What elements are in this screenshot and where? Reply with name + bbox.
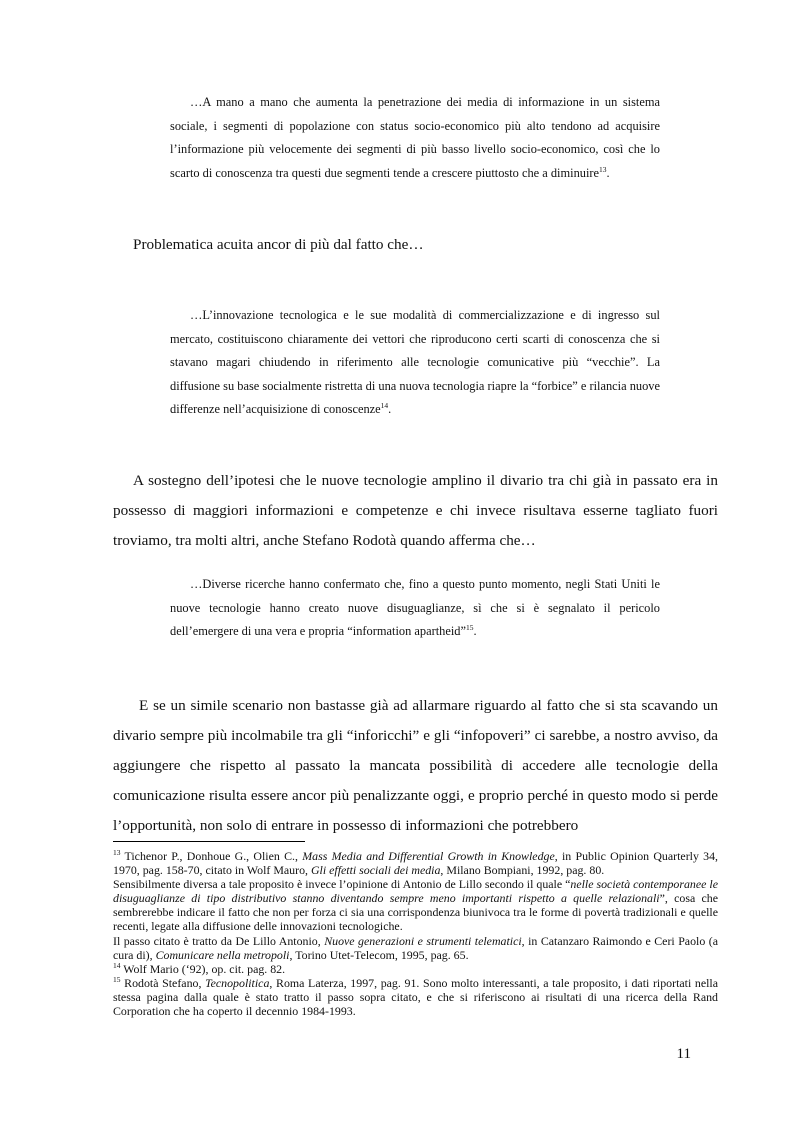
footnote-13-part-a: Tichenor P., Donhoue G., Olien C., [120,849,303,863]
footnote-13-continuation-1 [113,877,718,933]
footnote-14-number: 14 [113,960,121,970]
block-quote-3 [170,573,660,644]
footnote-13-title-1: Mass Media and Differential Growth in Knowledge [302,849,555,863]
footnote-15-part-a: Rodotà Stefano, [120,975,206,990]
footnote-13-part-b: , in Public Opinion Quarterly 34, 1970, pag. 158-70, citato in Wolf Mauro, [113,849,719,878]
footnote-13-part-c: , Milano Bompiani, 1992, pag. 80. [440,863,605,878]
footnote-13 [113,849,718,877]
footnote-15-part-b: , Roma Laterza, 1997, pag. 91. Sono molto interessanti, a tale proposito, i dati riportati nella stessa pagina dalla quale è stato tratto il passo sopra citato, e che si riferiscono ai risultati di una ricerca della Rand Corporation che ha coperto il decennio 1984-1993. [113,975,719,1019]
footnote-13c-part-b: , in Catanzaro Raimondo e Ceri Paolo (a cura di), [113,933,718,962]
block-quote-1: …A mano a mano che aumenta la penetrazione dei media di informazione in un sistema sociale, i segmenti di popolazione con status socio-economico più alto tendono ad acquisire l’informazione più velocemente dei segmenti di più basso livello socio-economico, così che lo scarto di conoscenza tra questi due segmenti tende a crescere piuttosto che a diminuire$^{13}$. [170,95,660,180]
footnote-13b-part-a: Sensibilmente diversa a tale proposito è invece l’opinione di Antonio de Lillo secondo il quale “ [113,877,571,892]
block-quote-2 [170,304,660,422]
footnote-13c-part-a: Il passo citato è tratto da De Lillo Antonio, [113,933,325,948]
quote-2-end: . [388,402,392,416]
footnote-13c-part-c: , Torino Utet-Telecom, 1995, pag. 65. [289,947,469,962]
footnote-14 [113,962,718,976]
paragraph-2-text: A sostegno dell’ipotesi che le nuove tecnologie amplino il divario tra chi già in passato era in possesso di maggiori informazioni e competenze e chi invece risultava esserne tagliato fuori troviamo, tra molti altri, anche Stefano Rodotà quando afferma che… [113,472,718,549]
quote-3-text: …Diverse ricerche hanno confermato che, fino a questo punto momento, negli Stati Uniti le nuove tecnologie hanno creato nuove disuguaglianze, sì che si è segnalato il pericolo dell’emergere di una vera e propria “information apartheid” [170,577,660,638]
paragraph-2 [113,466,718,556]
footnote-15-number: 15 [113,974,121,984]
page-number: 11 [676,1046,691,1062]
footnote-13-number: 13 [113,848,121,858]
footnote-13-continuation-2 [113,934,718,962]
paragraph-3 [113,691,718,841]
footnote-13-title-2: Gli effetti sociali dei media [310,863,441,878]
paragraph-1-text: Problematica acuita ancor di più dal fatto che… [133,236,424,253]
footnote-15 [113,976,718,1018]
quote-3-end: . [473,624,477,638]
paragraph-3-text: E se un simile scenario non bastasse già ad allarmare riguardo al fatto che si sta scavando un divario sempre più incolmabile tra gli “inforicchi” e gli “infopoveri” ci sarebbe, a nostro avviso, da aggiungere che rispetto al passato la mancata possibilità di accedere alle tecnologie della comunicazione risulta essere ancor più penalizzante oggi, e proprio perché in questo modo si perde l’opportunità, non solo di entrare in possesso di informazioni che potrebbero [113,697,718,834]
quote-1-text: …A mano a mano che aumenta la penetrazione dei media di informazione in un sistema sociale, i segmenti di popolazione con status socio-economico più alto tendono ad acquisire l’informazione più velocemente dei segmenti di più basso livello socio-economico, così che lo scarto di conoscenza tra questi due segmenti tende a crescere piuttosto che a diminuire [170,95,660,180]
footnote-13b-italic: nelle società contemporanee le disuguaglianze di tipo distributivo stanno diventando sempre meno importanti rispetto a quelle relazionali [113,877,718,906]
paragraph-1 [113,230,718,260]
footnote-15-title: Tecnopolitica [205,975,270,990]
quote-2-text: …L’innovazione tecnologica e le sue modalità di commercializzazione e di ingresso sul mercato, costituiscono chiaramente dei vettori che riproducono certi scarti di conoscenza che si stavano magari chiudendo in riferimento alle tecnologie comunicative più “vecchie”. La diffusione su base socialmente ristretta di una nuova tecnologia riapre la “forbice” e rilancia nuove differenze nell’acquisizione di conoscenze [170,308,660,416]
footnote-ref-15[interactable]: 15 [465,622,474,632]
footnote-14-text: Wolf Mario (‘92), op. cit. pag. 82. [120,961,286,976]
footnote-13b-part-b: ”, cosa che sembrerebbe indicare il fatto che non per forza ci sia una corrispondenza biunivoca tra le forme di povertà tradizionali e quelle recenti, legate alla diffusione delle innovazioni tecnologiche. [113,891,719,934]
footnote-13c-title-2: Comunicare nella metropoli [155,947,290,962]
footnote-ref-13[interactable]: 13 [599,164,607,174]
footnote-separator [113,841,305,842]
footnotes [113,849,718,1018]
footnote-13c-title-1: Nuove generazioni e strumenti telematici [324,933,522,948]
footnote-ref-14[interactable]: 14 [380,400,389,410]
